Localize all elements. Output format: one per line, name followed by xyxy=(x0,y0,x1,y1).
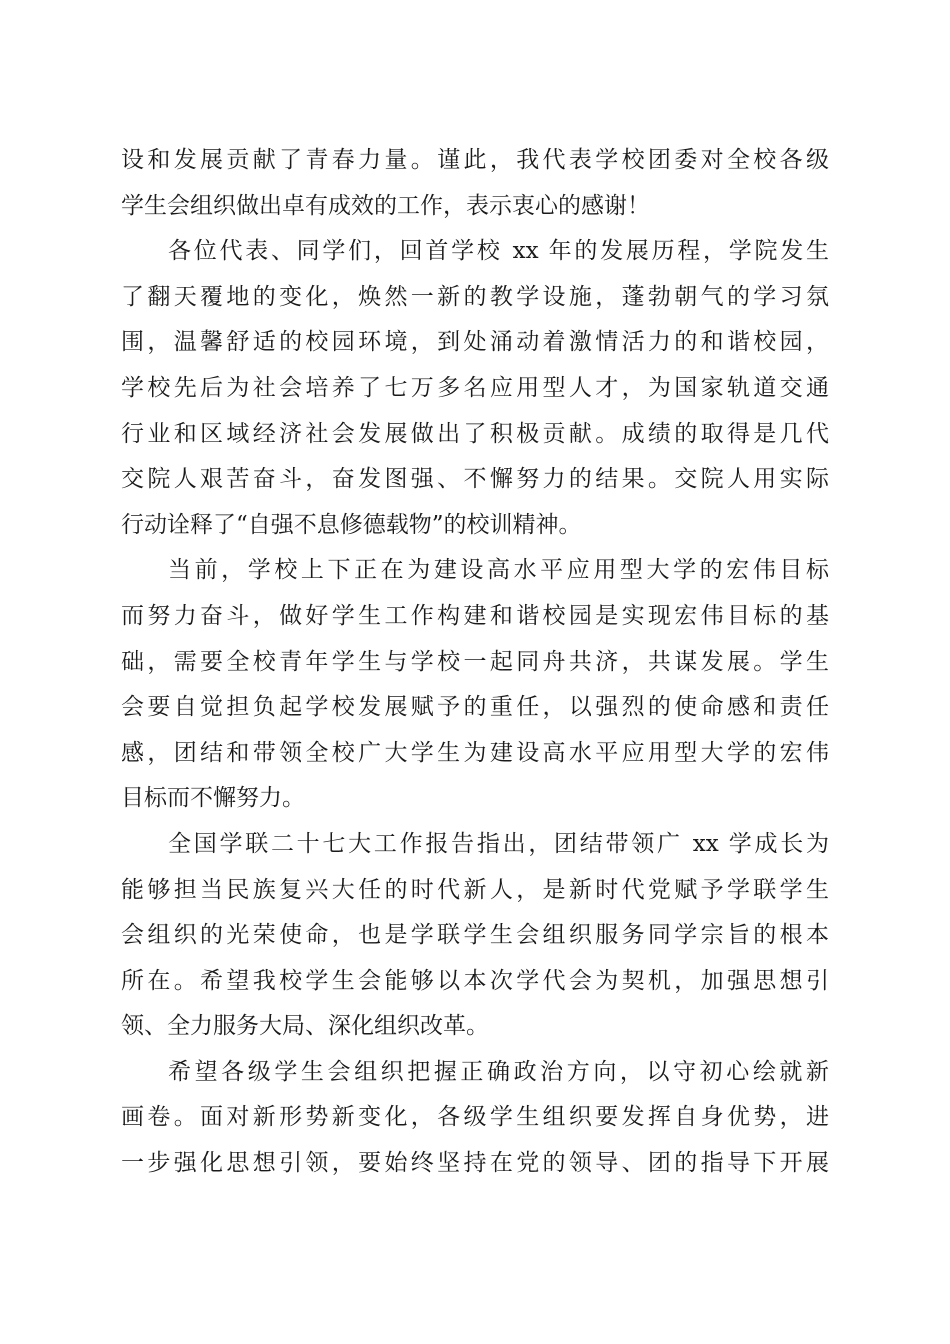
text-line: 能够担当民族复兴大任的时代新人，是新时代党赋予学联学生 xyxy=(121,876,829,903)
text-line: 画卷。面对新形势新变化，各级学生组织要发挥自身优势，进 xyxy=(121,1104,829,1131)
text-line: 会组织的光荣使命，也是学联学生会组织服务同学宗旨的根本 xyxy=(121,922,829,949)
text-line: 学校先后为社会培养了七万多名应用型人才，为国家轨道交通 xyxy=(121,374,829,401)
text-line: 一步强化思想引领，要始终坚持在党的领导、团的指导下开展 xyxy=(121,1150,829,1177)
text-line: 会要自觉担负起学校发展赋予的重任，以强烈的使命感和责任 xyxy=(121,694,829,721)
text-line: 全国学联二十七大工作报告指出，团结带领广 xx 学成长为 xyxy=(168,830,829,857)
paragraph-4 xyxy=(121,822,829,1050)
text-line: 设和发展贡献了青春力量。谨此，我代表学校团委对全校各级 xyxy=(121,147,829,173)
document-page xyxy=(121,138,829,1187)
text-line: 了翻天覆地的变化，焕然一新的教学设施，蓬勃朝气的学习氛 xyxy=(121,283,829,310)
text-line: 目标而不懈努力。 xyxy=(121,785,305,812)
text-line: 行动诠释了“自强不息修德载物”的校训精神。 xyxy=(121,511,582,538)
text-line: 希望各级学生会组织把握正确政治方向，以守初心绘就新 xyxy=(168,1058,829,1085)
text-line: 所在。希望我校学生会能够以本次学代会为契机，加强思想引 xyxy=(121,967,829,994)
text-line: 围，温馨舒适的校园环境，到处涌动着激情活力的和谐校园， xyxy=(121,329,829,356)
text-line: 各位代表、同学们，回首学校 xx 年的发展历程，学院发生 xyxy=(168,238,829,265)
text-line: 交院人艰苦奋斗，奋发图强、不懈努力的结果。交院人用实际 xyxy=(121,466,829,493)
text-line: 领、全力服务大局、深化组织改革。 xyxy=(121,1013,489,1040)
text-line: 学生会组织做出卓有成效的工作，表示衷心的感谢！ xyxy=(121,192,650,219)
paragraph-3 xyxy=(121,548,829,822)
text-line: 感，团结和带领全校广大学生为建设高水平应用型大学的宏伟 xyxy=(121,739,829,766)
text-line: 础，需要全校青年学生与学校一起同舟共济，共谋发展。学生 xyxy=(121,648,829,675)
paragraph-1 xyxy=(121,138,829,229)
text-line: 行业和区域经济社会发展做出了积极贡献。成绩的取得是几代 xyxy=(121,420,829,447)
text-line: 当前，学校上下正在为建设高水平应用型大学的宏伟目标 xyxy=(168,557,829,584)
paragraph-2 xyxy=(121,229,829,548)
paragraph-5 xyxy=(121,1050,829,1187)
text-line: 而努力奋斗，做好学生工作构建和谐校园是实现宏伟目标的基 xyxy=(121,602,829,629)
